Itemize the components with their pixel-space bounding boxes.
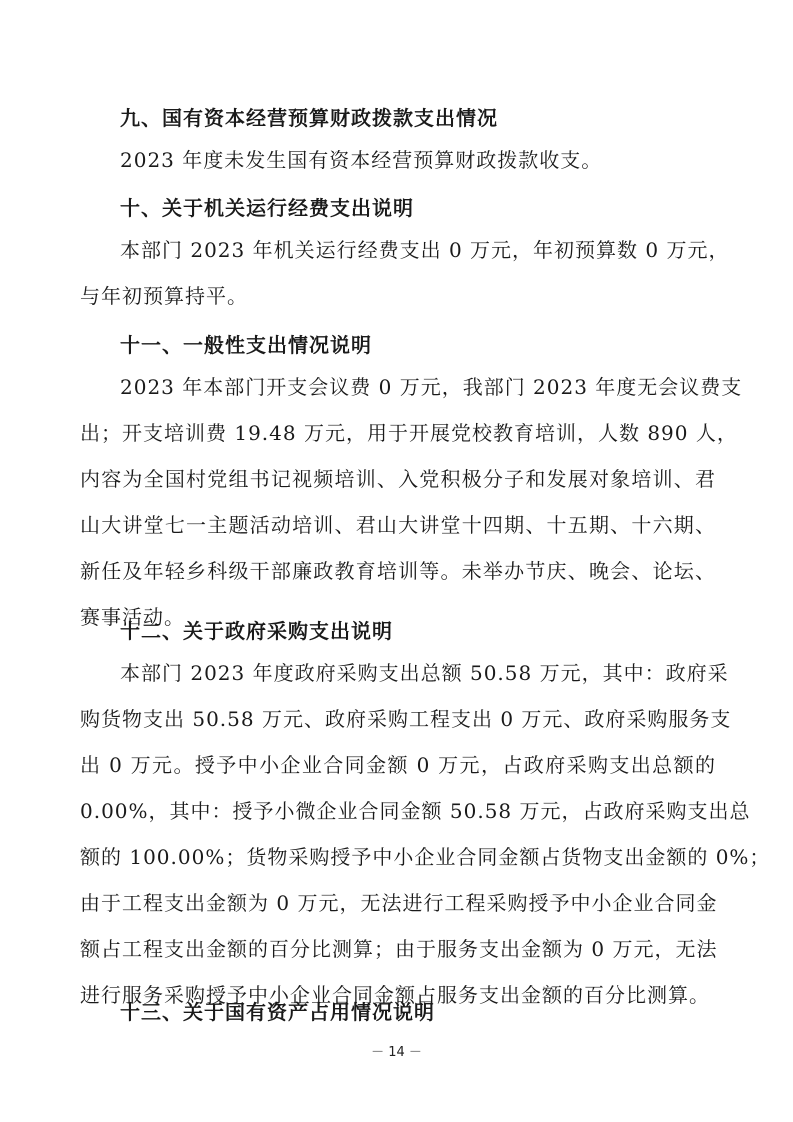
paragraph-line: 赛事活动。	[80, 605, 185, 629]
paragraph-line: 出 0 万元。授予中小企业合同金额 0 万元，占政府采购支出总额的	[80, 753, 716, 777]
section-heading-11: 十一、一般性支出情况说明	[120, 333, 372, 357]
paragraph-line: 与年初预算持平。	[80, 284, 248, 308]
section-heading-12: 十二、关于政府采购支出说明	[120, 619, 393, 643]
paragraph-line: 进行服务采购授予中小企业合同金额占服务支出金额的百分比测算。	[80, 983, 710, 1007]
section-heading-13: 十三、关于国有资产占用情况说明	[120, 1000, 435, 1024]
paragraph-line: 出；开支培训费 19.48 万元，用于开展党校教育培训，人数 890 人，	[80, 421, 738, 445]
paragraph-line: 山大讲堂七一主题活动培训、君山大讲堂十四期、十五期、十六期、	[80, 513, 716, 537]
page-number: － 14 －	[371, 1045, 422, 1060]
paragraph-line: 购货物支出 50.58 万元、政府采购工程支出 0 万元、政府采购服务支	[80, 707, 732, 731]
paragraph-line: 内容为全国村党组书记视频培训、入党积极分子和发展对象培训、君	[80, 467, 716, 491]
section-paragraph-11	[80, 364, 743, 640]
paragraph-line: 额的 100.00%；货物采购授予中小企业合同金额占货物支出金额的 0%；	[80, 845, 771, 869]
section-heading-10: 十、关于机关运行经费支出说明	[120, 196, 414, 220]
paragraph-line: 新任及年轻乡科级干部廉政教育培训等。未举办节庆、晚会、论坛、	[80, 559, 716, 583]
section-heading-9: 九、国有资本经营预算财政拨款支出情况	[120, 106, 498, 130]
paragraph-line: 额占工程支出金额的百分比测算；由于服务支出金额为 0 万元，无法	[80, 937, 718, 961]
section-paragraph-12	[80, 650, 771, 1018]
paragraph-line: 2023 年本部门开支会议费 0 万元，我部门 2023 年度无会议费支	[120, 375, 743, 399]
paragraph-line: 本部门 2023 年度政府采购支出总额 50.58 万元，其中：政府采	[120, 661, 729, 685]
paragraph-line: 2023 年度未发生国有资本经营预算财政拨款收支。	[120, 148, 603, 172]
section-paragraph-9	[80, 137, 716, 183]
paragraph-line: 0.00%，其中：授予小微企业合同金额 50.58 万元，占政府采购支出总	[80, 799, 751, 823]
section-paragraph-10	[80, 227, 730, 319]
paragraph-line: 本部门 2023 年机关运行经费支出 0 万元，年初预算数 0 万元，	[120, 238, 730, 262]
paragraph-line: 由于工程支出金额为 0 万元，无法进行工程采购授予中小企业合同金	[80, 891, 718, 915]
